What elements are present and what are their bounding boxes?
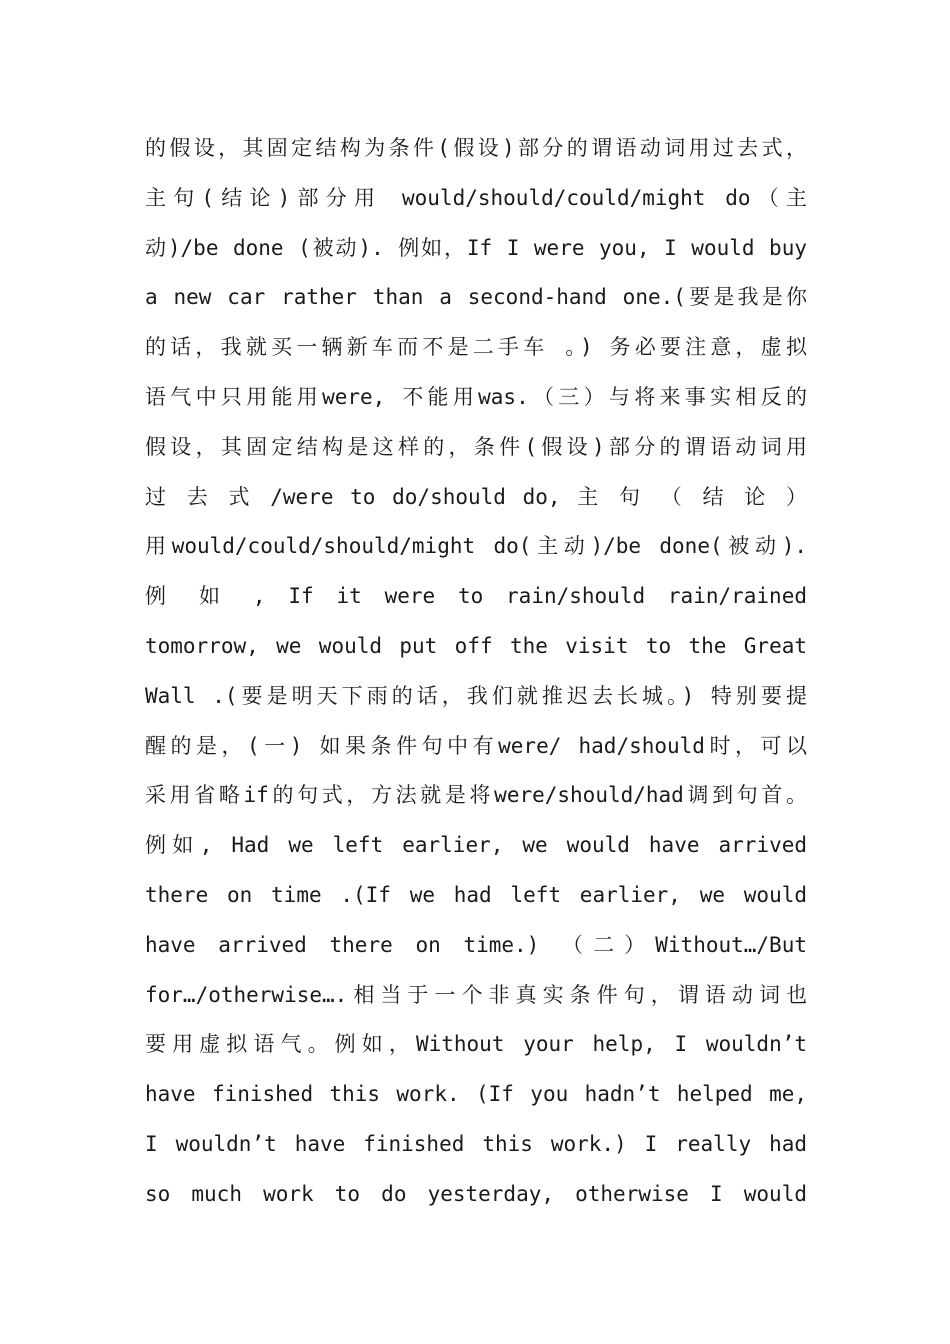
text-line: I wouldn’t have finished this work.) I really had xyxy=(145,1131,807,1156)
text-line: Wall .(要是明天下雨的话，我们就推迟去长城。) 特别要提 xyxy=(145,683,807,708)
text-line: so much work to do yesterday, otherwise I would xyxy=(145,1181,807,1206)
text-line: 例 如 , If it were to rain/should rain/rained xyxy=(145,584,807,609)
text-line: tomorrow, we would put off the visit to the Great xyxy=(145,633,807,658)
text-line: 的假设，其固定结构为条件(假设)部分的谓语动词用过去式， xyxy=(145,136,807,160)
text-line: 要用虚拟语气。例如，Without your help, I wouldn’t xyxy=(145,1032,807,1057)
text-line: 用would/could/should/might do(主动)/be done(被动). xyxy=(145,534,807,559)
body-text xyxy=(145,124,807,1220)
text-line: 动)/be done (被动). 例如，If I were you, I would buy xyxy=(145,235,807,260)
text-line: 主句(结论)部分用 would/should/could/might do（主 xyxy=(145,185,807,210)
text-line: have arrived there on time.) （二）Without…/But xyxy=(145,932,807,957)
text-line: 假设，其固定结构是这样的，条件(假设)部分的谓语动词用 xyxy=(145,434,807,459)
text-line: a new car rather than a second-hand one.(要是我是你 xyxy=(145,285,807,310)
text-line: 语气中只用能用were, 不能用was.（三）与将来事实相反的 xyxy=(145,384,807,409)
text-line: there on time .(If we had left earlier, we would xyxy=(145,882,807,907)
text-line: 的话，我就买一辆新车而不是二手车 。) 务必要注意，虚拟 xyxy=(145,335,807,360)
text-line: have finished this work. (If you hadn’t helped me, xyxy=(145,1082,807,1107)
text-line: for…/otherwise….相当于一个非真实条件句，谓语动词也 xyxy=(145,982,807,1007)
text-line: 过 去 式 /were to do/should do, 主 句 （ 结 论 ） xyxy=(145,484,807,509)
text-line: 醒的是，(一) 如果条件句中有were/ had/should时，可以 xyxy=(145,733,807,758)
text-line: 例如, Had we left earlier, we would have arrived xyxy=(145,833,807,858)
text-line: 采用省略if的句式，方法就是将were/should/had调到句首。 xyxy=(145,783,807,808)
